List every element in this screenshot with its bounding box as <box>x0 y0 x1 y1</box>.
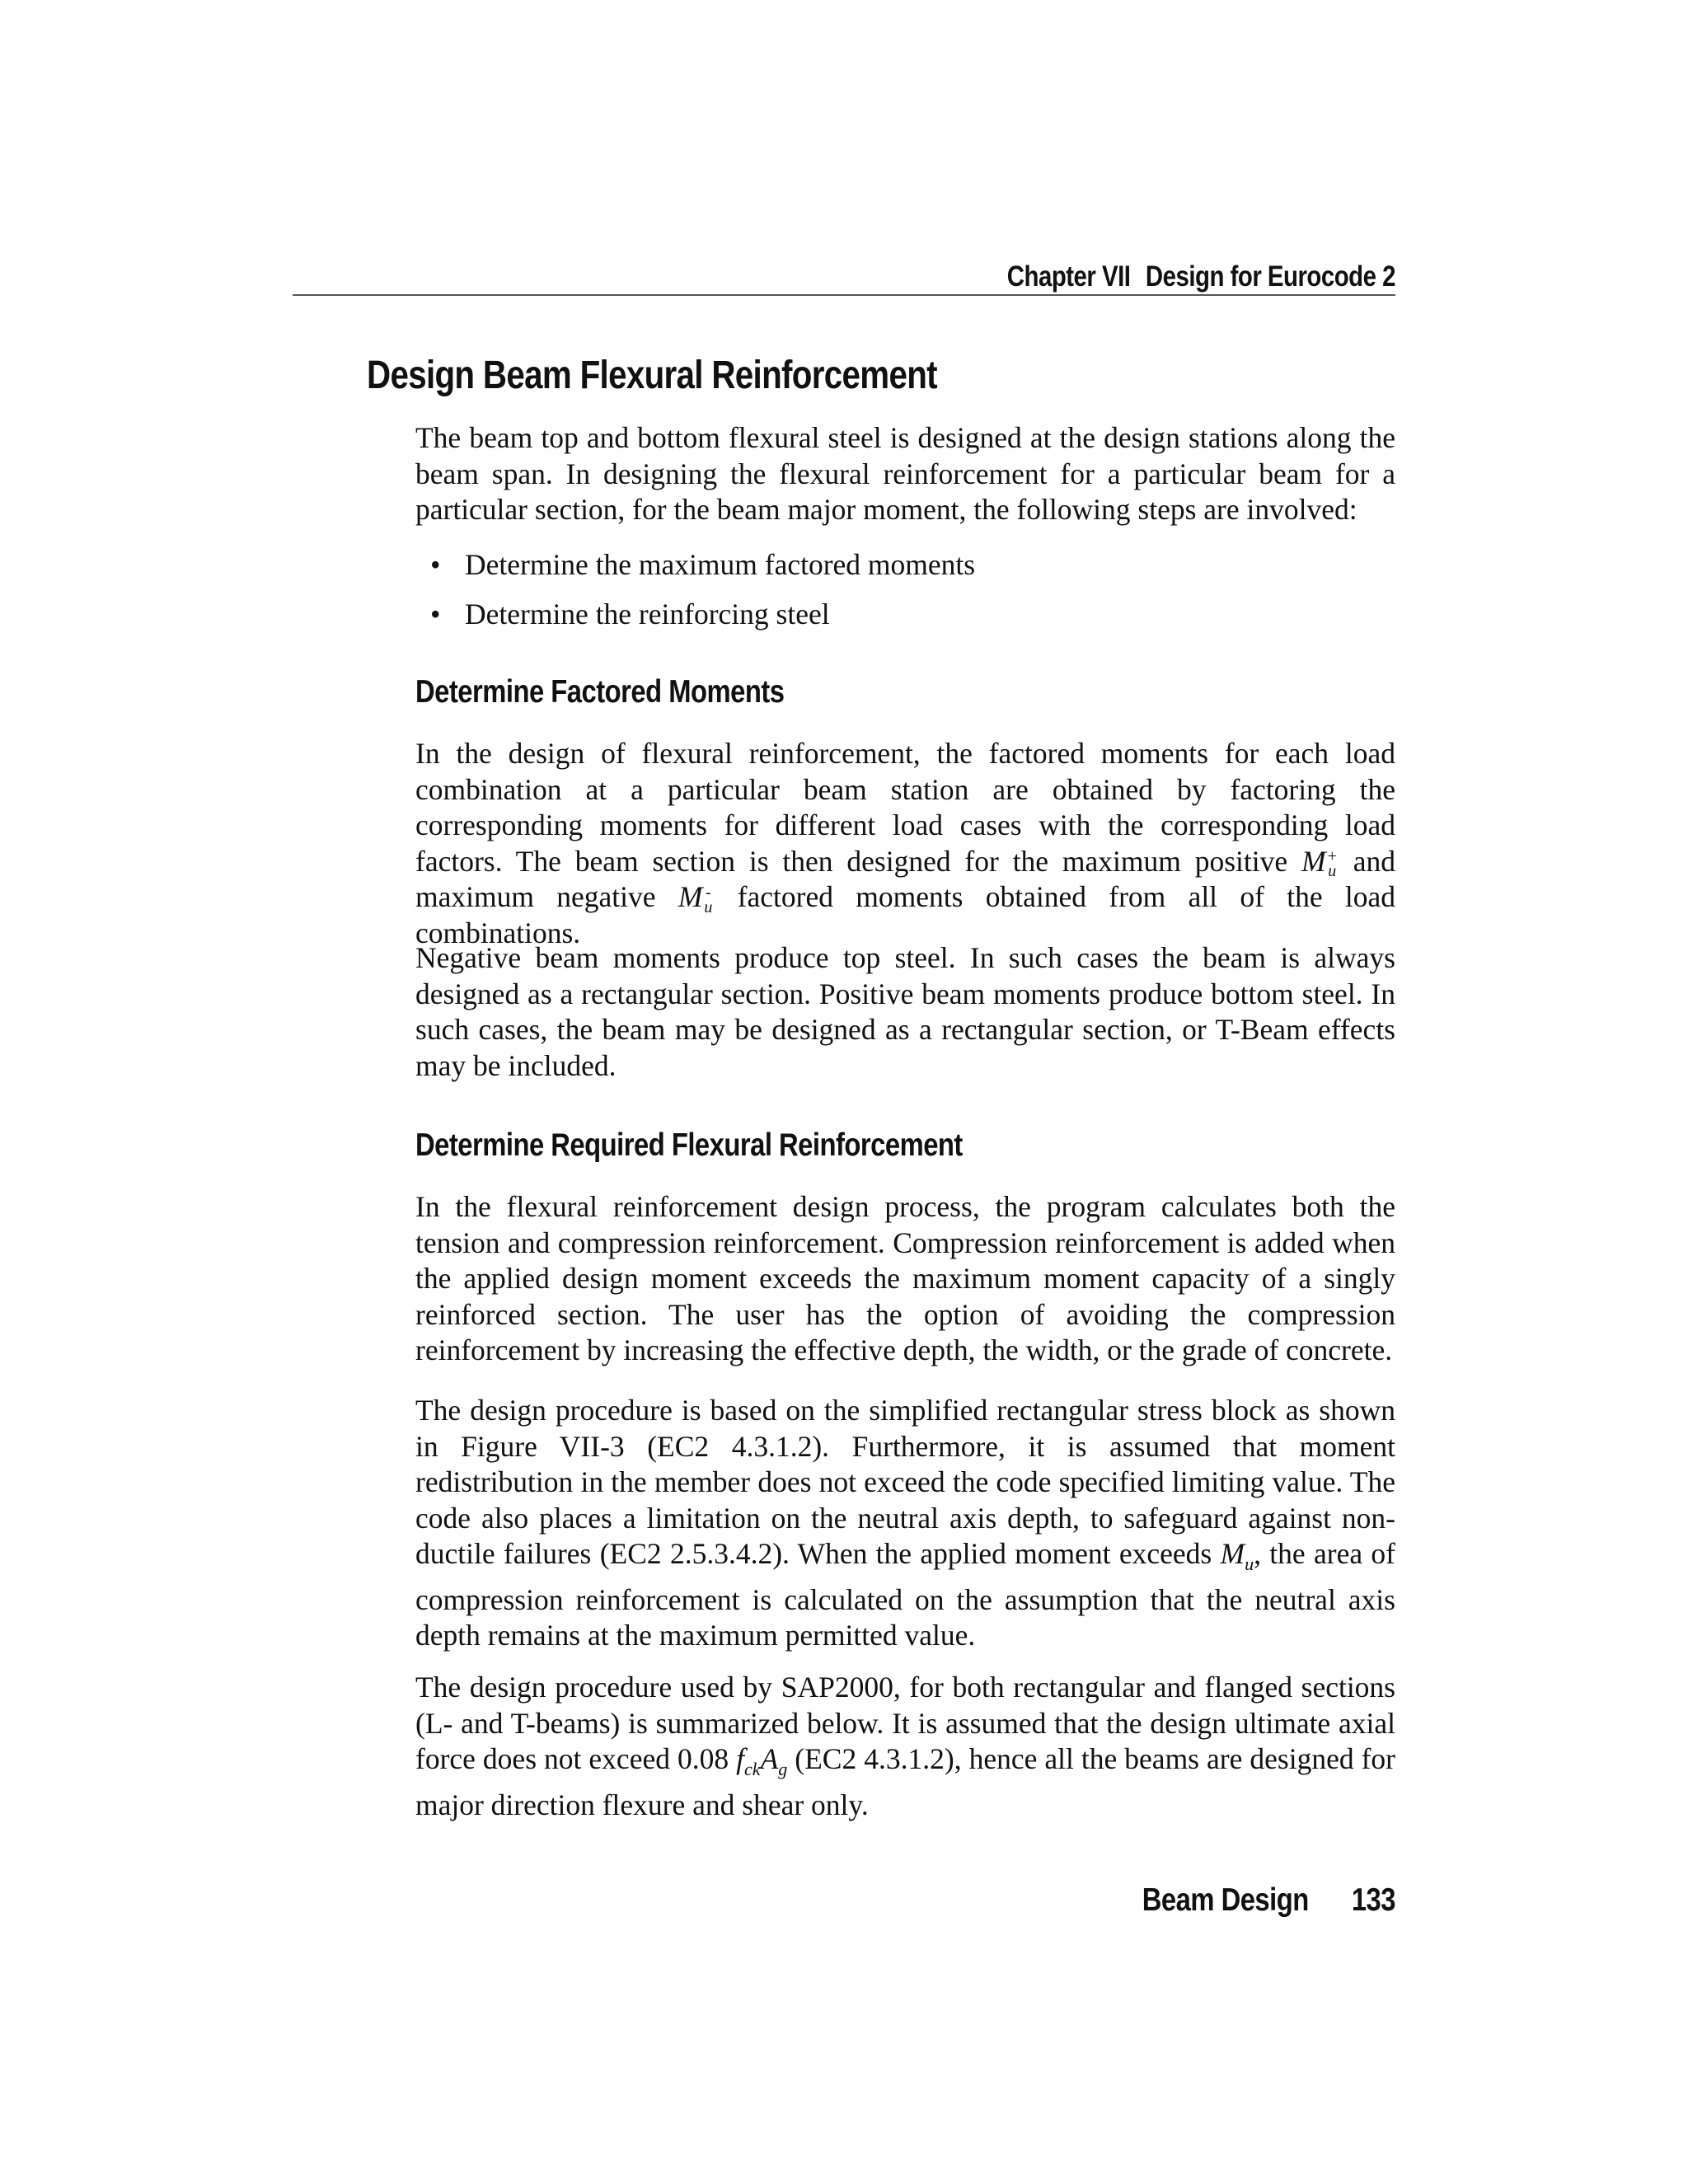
factored-moments-paragraph: In the design of flexural reinforcement, the factored moments for each load combination at a particular beam station are obtained by factoring the corresponding moments for different load cases with the corresponding load factors. The beam section is then designed for the maximum positive M + u and maximum negative M - u factored moments obtained from all of the load combinations. <box>415 737 1395 950</box>
list-item: • Determine the maximum factored moments <box>430 548 976 581</box>
footer-section: Beam Design <box>1142 1882 1309 1918</box>
header-rule <box>293 294 1395 296</box>
page-number: 133 <box>1351 1882 1395 1918</box>
running-footer <box>469 1882 1395 1919</box>
running-header <box>469 260 1395 293</box>
list-item: • Determine the reinforcing steel <box>430 598 830 630</box>
math-fck-ag: $f_{ck}A_g$ <box>736 1742 788 1779</box>
intro-paragraph: The beam top and bottom flexural steel is designed at the design stations along the beam span. In designing the flexural reinforcement for a particular beam for a particular section, for the beam major moment, the following steps are involved: <box>415 421 1395 526</box>
math-mu-plus: M + u <box>1301 844 1337 881</box>
subsection-title-factored-moments: Determine Factored Moments <box>415 674 785 710</box>
math-mu-minus: M - u <box>678 880 713 917</box>
design-process-paragraph: In the flexural reinforcement design process, the program calculates both the tension and compression reinforcement. Compression reinforcement is added when the applied design moment exceeds the maximum moment capacity of a singly reinforced section. The user has the option of avoiding the compression reinforcement by increasing the effective depth, the width, or the grade of concrete. <box>415 1190 1395 1366</box>
header-chapter-title: Design for Eurocode 2 <box>1145 260 1395 293</box>
section-title: Design Beam Flexural Reinforcement <box>367 354 937 397</box>
design-procedure-paragraph: The design procedure is based on the simplified rectangular stress block as shown in Figure VII-3 (EC2 4.3.1.2). Furthermore, it is assumed that moment redistribution in the member does not exceed the code specified limiting value. The code also places a limitation on the neutral axis depth, to safeguard against non-ductile failures (EC2 2.5.3.4.2). When the applied moment exceeds $M_u$, the area of compression reinforcement is calculated on the assumption that the neutral axis depth remains at the maximum permitted value. <box>415 1394 1395 1652</box>
header-chapter: Chapter VII <box>1006 260 1131 293</box>
negative-moments-paragraph: Negative beam moments produce top steel. In such cases the beam is always designed as a rectangular section. Positive beam moments produce bottom steel. In such cases, the beam may be designed as a rectangular section, or T-Beam effects may be included. <box>415 941 1395 1082</box>
math-mu: $M_u$ <box>1220 1537 1254 1574</box>
sap2000-paragraph: The design procedure used by SAP2000, for both rectangular and flanged sections (L- and T-beams) is summarized below. It is assumed that the design ultimate axial force does not exceed 0.08 $f_{ck}A_g$ (EC2 4.3.1.2), hence all the beams are designed for major direction flexure and shear only. <box>415 1671 1396 1821</box>
math-coefficient: 0.08 <box>678 1742 729 1775</box>
subsection-title-required-reinforcement: Determine Required Flexural Reinforcement <box>415 1127 963 1163</box>
steps-list <box>415 547 1395 646</box>
